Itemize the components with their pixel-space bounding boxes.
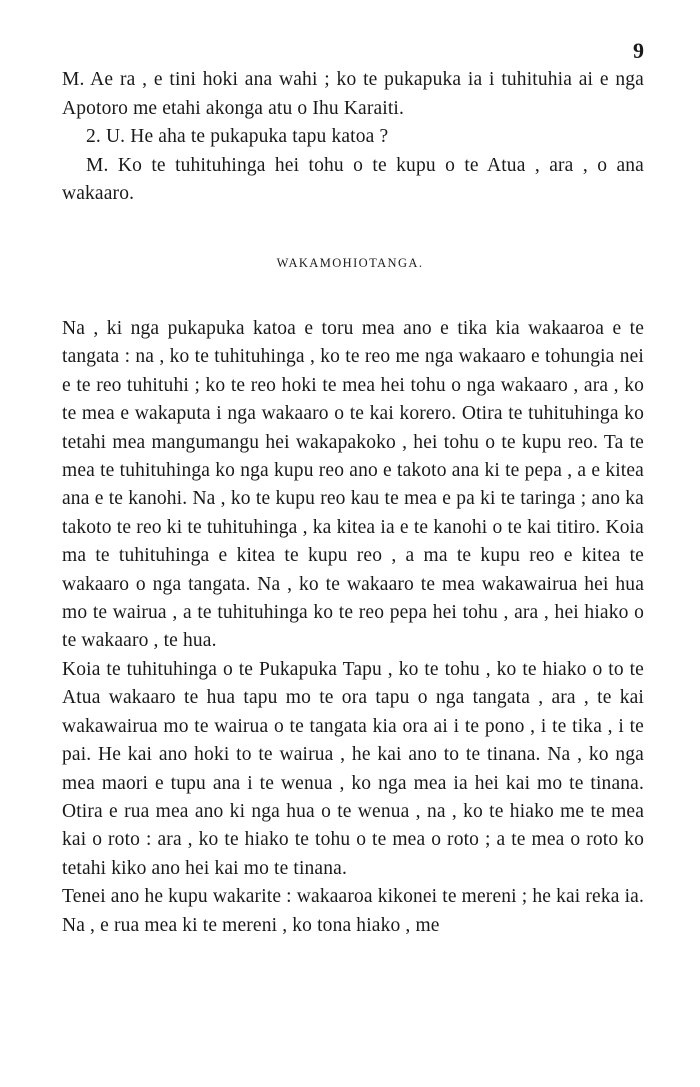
section-heading: WAKAMOHIOTANGA. [276, 256, 424, 270]
question-2: 2. U. He aha te pukapuka tapu katoa ? [86, 126, 389, 147]
paragraph-3: Tenei ano he kupu wakarite : wakaaroa kikonei te mereni ; he kai reka ia. Na , e rua mea ki te mereni , ko tona hiako , me [62, 886, 644, 936]
answer-continuation: M. Ae ra , e tini hoki ana wahi ; ko te pukapuka ia i tuhituhia ai e nga Apotoro me etahi akonga atu o Ihu Karaiti. [62, 69, 644, 119]
paragraph-1: Na , ki nga pukapuka katoa e toru mea ano e tika kia wakaaroa e te tangata : na , ko te tuhituhinga , ko te reo me nga wakaaro e tohungia nei e te reo tuhituhi ; ko te reo hoki te mea hei tohu o nga wakaaro , ara , ko te mea e wakaputa i nga wakaaro o te kai korero. Otira te tuhituhinga ko tetahi mea mangumangu hei wakapakoko , hei tohu o te kupu reo. Ta te mea te tuhituhinga ko nga kupu reo ano e takoto ana ki te pepa , a e kitea ana e te kanohi. Na , ko te kupu reo kau te mea e pa ki te taringa ; ano ka takoto te reo ki te tuhituhinga , ka kitea ia e te kanohi o te kai titiro. Koia ma te tuhituhinga e kitea te kupu reo , a ma te kupu reo e kitea te wakaaro o nga tangata. Na , ko te wakaaro te mea wakawairua hei hua mo te wairua , a te tuhituhinga ko te reo pepa hei tohu , ara , hei hiako o te wakaaro , te hua. [62, 318, 644, 652]
answer-2: M. Ko te tuhituhinga hei tohu o te kupu o te Atua , ara , o ana wakaaro. [62, 154, 644, 204]
catechism-qa-block [62, 66, 644, 209]
body-text [62, 315, 644, 940]
paragraph-2: Koia te tuhituhinga o te Pukapuka Tapu , ko te tohu , ko te hiako o to te Atua wakaaro te hua tapu mo te ora tapu o nga tangata , ara , te kai wakawairua mo te wairua o te tangata kia ora ai i te pono , i te tika , i te pai. He kai ano hoki to te wairua , he kai ano to te tinana. Na , ko nga mea maori e tupu ana i te wenua , ko nga mea ia hei kai mo te tinana. Otira e rua mea ano ki nga hua o te wenua , na , ko te hiako me te mea kai o roto : ara , ko te hiako te tohu o te mea o roto ; a te mea o roto ko tetahi kiko ano hei kai mo te tinana. [62, 658, 644, 879]
page-number: 9 [633, 38, 644, 63]
